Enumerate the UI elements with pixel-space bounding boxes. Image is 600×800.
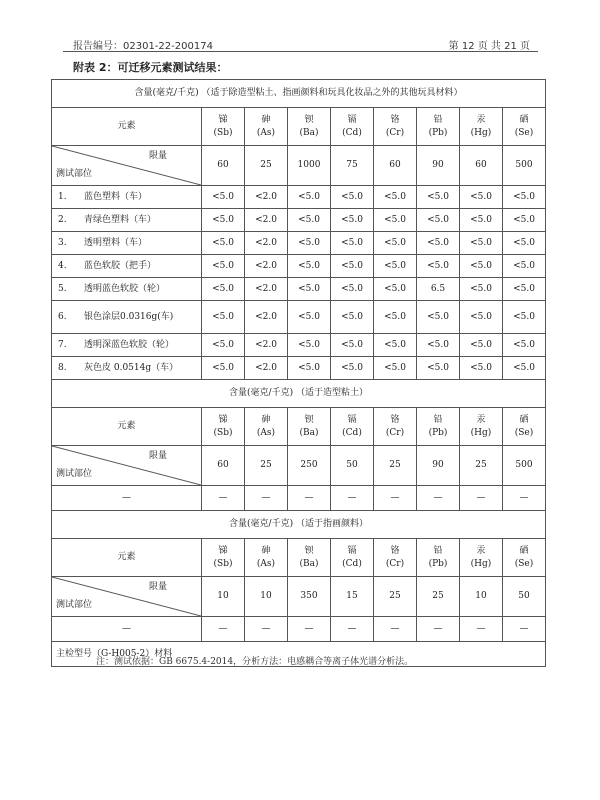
test-note: 注：测试依据：GB 6675.4-2014，分析方法：电感耦合等离子体光谱分析法。 xyxy=(96,657,414,667)
test-part-name: — xyxy=(122,492,131,503)
element-name: 硒 xyxy=(519,114,529,125)
element-name: 锑 xyxy=(218,114,228,125)
result-value: <5.0 xyxy=(288,255,331,278)
element-cell xyxy=(417,539,460,577)
element-name: 汞 xyxy=(476,545,486,556)
element-name: 铬 xyxy=(390,414,400,425)
result-value: <5.0 xyxy=(503,278,546,301)
result-value: <5.0 xyxy=(417,232,460,255)
result-value: <5.0 xyxy=(374,232,417,255)
element-name: 铅 xyxy=(433,545,443,556)
result-value: <2.0 xyxy=(245,334,288,357)
element-name: 铬 xyxy=(390,545,400,556)
result-value: <5.0 xyxy=(202,255,245,278)
element-cell xyxy=(417,408,460,446)
result-value: <5.0 xyxy=(374,357,417,380)
test-part-cell xyxy=(52,255,202,278)
result-value: <5.0 xyxy=(503,334,546,357)
result-value: — xyxy=(288,617,331,642)
result-value: <5.0 xyxy=(288,301,331,334)
element-name: 铅 xyxy=(433,114,443,125)
element-name: 钡 xyxy=(304,545,314,556)
element-cell xyxy=(374,108,417,146)
result-value: <5.0 xyxy=(331,357,374,380)
element-cell xyxy=(460,539,503,577)
result-value: <5.0 xyxy=(417,357,460,380)
result-value: <5.0 xyxy=(331,301,374,334)
section-heading: 含量(毫克/千克) （适于除造型粘土、指画颜料和玩具化妆品之外的其他玩具材料） xyxy=(52,80,546,108)
section-heading: 含量(毫克/千克) （适于指画颜料） xyxy=(52,511,546,539)
element-symbol: (As) xyxy=(256,427,276,438)
result-value: — xyxy=(331,617,374,642)
element-cell xyxy=(417,108,460,146)
result-value: <5.0 xyxy=(460,357,503,380)
element-name: 汞 xyxy=(476,414,486,425)
element-cell xyxy=(503,108,546,146)
result-value: <5.0 xyxy=(460,301,503,334)
test-part-name: 蓝色软胶（把手） xyxy=(84,260,157,271)
element-cell xyxy=(374,539,417,577)
element-label: 元素 xyxy=(52,539,202,577)
test-part-name: — xyxy=(122,623,131,634)
limit-value: 60 xyxy=(202,446,245,486)
element-symbol: (Cr) xyxy=(385,427,405,438)
result-value: <5.0 xyxy=(503,357,546,380)
result-value: <5.0 xyxy=(460,255,503,278)
element-name: 锑 xyxy=(218,414,228,425)
element-symbol: (Cd) xyxy=(342,558,362,569)
table-title: 附表 2：可迁移元素测试结果： xyxy=(73,61,228,74)
limit-value: 1000 xyxy=(288,146,331,186)
element-symbol: (Cr) xyxy=(385,127,405,138)
element-cell xyxy=(245,108,288,146)
result-value: — xyxy=(503,486,546,511)
result-value: <5.0 xyxy=(503,186,546,209)
test-part-label: 测试部位 xyxy=(56,469,93,479)
test-part-cell xyxy=(52,278,202,301)
element-symbol: (Ba) xyxy=(299,127,319,138)
element-name: 镉 xyxy=(347,414,357,425)
element-name: 砷 xyxy=(261,545,271,556)
result-value: <5.0 xyxy=(331,186,374,209)
element-name: 硒 xyxy=(519,414,529,425)
limit-value: 60 xyxy=(460,146,503,186)
test-part-name: 透明塑料（车） xyxy=(84,237,148,248)
element-symbol: (Se) xyxy=(514,427,534,438)
result-row xyxy=(52,334,546,357)
result-value: <5.0 xyxy=(288,278,331,301)
section-heading-row xyxy=(52,380,546,408)
test-part-name: 灰色皮 0.0514g（车） xyxy=(84,362,179,373)
limit-row xyxy=(52,577,546,617)
result-value: <5.0 xyxy=(503,232,546,255)
element-label: 元素 xyxy=(52,408,202,446)
element-symbol: (Cr) xyxy=(385,558,405,569)
model-label: 主检型号（G-H005-2）材料 xyxy=(52,642,546,667)
limit-row xyxy=(52,446,546,486)
test-part-cell xyxy=(52,334,202,357)
test-part-name: 透明深蓝色软胶（轮） xyxy=(84,339,175,350)
element-cell xyxy=(331,539,374,577)
section-heading-row xyxy=(52,80,546,108)
result-row xyxy=(52,301,546,334)
limit-part-header xyxy=(52,577,202,617)
test-part-cell xyxy=(52,232,202,255)
element-name: 镉 xyxy=(347,114,357,125)
result-value: <5.0 xyxy=(331,232,374,255)
test-part-name: 蓝色塑料（车） xyxy=(84,191,148,202)
result-value: <5.0 xyxy=(202,334,245,357)
element-symbol: (Se) xyxy=(514,127,534,138)
limit-value: 10 xyxy=(202,577,245,617)
test-part-cell xyxy=(52,486,202,511)
limit-value: 75 xyxy=(331,146,374,186)
element-symbol: (Ba) xyxy=(299,427,319,438)
result-value: — xyxy=(202,617,245,642)
result-value: <5.0 xyxy=(331,334,374,357)
result-row xyxy=(52,186,546,209)
test-part-label: 测试部位 xyxy=(56,169,93,179)
result-value: <5.0 xyxy=(202,209,245,232)
result-value: — xyxy=(245,617,288,642)
test-part-cell xyxy=(52,209,202,232)
result-value: <5.0 xyxy=(503,209,546,232)
result-value: <5.0 xyxy=(460,334,503,357)
test-part-cell xyxy=(52,617,202,642)
limit-label: 限量 xyxy=(148,151,167,161)
section-heading: 含量(毫克/千克) （适于造型粘土） xyxy=(52,380,546,408)
result-value: <5.0 xyxy=(331,255,374,278)
row-number: 8. xyxy=(58,362,67,373)
row-number: 7. xyxy=(58,339,67,350)
element-symbol: (Pb) xyxy=(428,427,448,438)
test-part-cell xyxy=(52,357,202,380)
row-number: 1. xyxy=(58,191,67,202)
limit-value: 50 xyxy=(503,577,546,617)
element-name: 钡 xyxy=(304,414,314,425)
result-value: <5.0 xyxy=(417,186,460,209)
element-symbol: (As) xyxy=(256,558,276,569)
element-name: 汞 xyxy=(476,114,486,125)
limit-value: 250 xyxy=(288,446,331,486)
result-value: — xyxy=(460,617,503,642)
result-row xyxy=(52,357,546,380)
element-cell xyxy=(202,108,245,146)
element-cell xyxy=(245,408,288,446)
result-value: <5.0 xyxy=(460,278,503,301)
element-name: 锑 xyxy=(218,545,228,556)
element-symbol: (Cd) xyxy=(342,427,362,438)
result-value: <5.0 xyxy=(288,186,331,209)
result-value: <2.0 xyxy=(245,186,288,209)
result-value: <5.0 xyxy=(331,278,374,301)
report-number: 报告编号：02301-22-200174 xyxy=(73,41,213,52)
result-value: <5.0 xyxy=(288,209,331,232)
result-value: <2.0 xyxy=(245,209,288,232)
element-name: 砷 xyxy=(261,414,271,425)
limit-value: 25 xyxy=(374,577,417,617)
result-row xyxy=(52,232,546,255)
limit-row xyxy=(52,146,546,186)
element-name: 硒 xyxy=(519,545,529,556)
limit-value: 60 xyxy=(202,146,245,186)
result-value: — xyxy=(331,486,374,511)
migratable-elements-table xyxy=(51,79,546,667)
result-value: <2.0 xyxy=(245,278,288,301)
result-value: <5.0 xyxy=(374,186,417,209)
result-value: <2.0 xyxy=(245,301,288,334)
element-symbol: (Hg) xyxy=(470,558,492,569)
element-header-row xyxy=(52,408,546,446)
result-row xyxy=(52,617,546,642)
result-value: <5.0 xyxy=(460,209,503,232)
result-value: <5.0 xyxy=(460,232,503,255)
page-number: 第 12 页 共 21 页 xyxy=(448,41,530,52)
result-value: — xyxy=(417,486,460,511)
limit-part-header xyxy=(52,446,202,486)
limit-value: 90 xyxy=(417,146,460,186)
result-value: <5.0 xyxy=(417,301,460,334)
element-name: 铬 xyxy=(390,114,400,125)
result-row xyxy=(52,486,546,511)
result-value: <5.0 xyxy=(460,186,503,209)
element-cell xyxy=(288,108,331,146)
limit-value: 500 xyxy=(503,146,546,186)
result-value: <5.0 xyxy=(417,209,460,232)
test-part-name: 青绿色塑料（车） xyxy=(84,214,157,225)
result-value: <5.0 xyxy=(202,301,245,334)
result-value: — xyxy=(374,486,417,511)
result-value: — xyxy=(245,486,288,511)
result-value: <2.0 xyxy=(245,255,288,278)
result-row xyxy=(52,278,546,301)
element-symbol: (Sb) xyxy=(213,127,233,138)
result-value: — xyxy=(374,617,417,642)
element-symbol: (Pb) xyxy=(428,558,448,569)
result-value: — xyxy=(460,486,503,511)
element-cell xyxy=(331,108,374,146)
result-value: <5.0 xyxy=(331,209,374,232)
result-value: <5.0 xyxy=(202,232,245,255)
element-label: 元素 xyxy=(52,108,202,146)
test-part-cell xyxy=(52,301,202,334)
limit-value: 10 xyxy=(460,577,503,617)
result-value: — xyxy=(503,617,546,642)
limit-value: 60 xyxy=(374,146,417,186)
limit-label: 限量 xyxy=(148,451,167,461)
element-symbol: (Sb) xyxy=(213,558,233,569)
test-part-name: 透明蓝色软胶（轮） xyxy=(84,283,166,294)
limit-value: 25 xyxy=(460,446,503,486)
limit-value: 25 xyxy=(245,146,288,186)
test-part-name: 银色涂层0.0316g(车) xyxy=(84,311,174,322)
result-value: <5.0 xyxy=(503,255,546,278)
element-symbol: (As) xyxy=(256,127,276,138)
result-value: <5.0 xyxy=(503,301,546,334)
result-value: <5.0 xyxy=(288,357,331,380)
limit-value: 25 xyxy=(374,446,417,486)
element-cell xyxy=(288,539,331,577)
result-value: <2.0 xyxy=(245,232,288,255)
test-part-cell xyxy=(52,186,202,209)
limit-value: 10 xyxy=(245,577,288,617)
test-part-label: 测试部位 xyxy=(56,600,93,610)
element-cell xyxy=(202,539,245,577)
element-name: 铅 xyxy=(433,414,443,425)
element-name: 砷 xyxy=(261,114,271,125)
element-cell xyxy=(460,108,503,146)
result-value: — xyxy=(288,486,331,511)
limit-part-header xyxy=(52,146,202,186)
result-value: — xyxy=(202,486,245,511)
limit-value: 25 xyxy=(417,577,460,617)
element-symbol: (Se) xyxy=(514,558,534,569)
row-number: 5. xyxy=(58,283,67,294)
result-value: <5.0 xyxy=(417,334,460,357)
row-number: 3. xyxy=(58,237,67,248)
element-cell xyxy=(460,408,503,446)
element-cell xyxy=(374,408,417,446)
row-number: 2. xyxy=(58,214,67,225)
element-symbol: (Hg) xyxy=(470,427,492,438)
row-number: 6. xyxy=(58,311,67,322)
result-value: — xyxy=(417,617,460,642)
element-symbol: (Cd) xyxy=(342,127,362,138)
section-heading-row xyxy=(52,511,546,539)
limit-value: 350 xyxy=(288,577,331,617)
result-value: <5.0 xyxy=(374,209,417,232)
result-value: <5.0 xyxy=(202,186,245,209)
result-value: <5.0 xyxy=(288,232,331,255)
result-value: <5.0 xyxy=(288,334,331,357)
element-name: 钡 xyxy=(304,114,314,125)
row-number: 4. xyxy=(58,260,67,271)
result-value: <5.0 xyxy=(374,334,417,357)
element-cell xyxy=(288,408,331,446)
element-header-row xyxy=(52,108,546,146)
limit-value: 50 xyxy=(331,446,374,486)
element-symbol: (Hg) xyxy=(470,127,492,138)
limit-value: 15 xyxy=(331,577,374,617)
result-value: <2.0 xyxy=(245,357,288,380)
element-cell xyxy=(245,539,288,577)
result-value: <5.0 xyxy=(374,255,417,278)
result-value: <5.0 xyxy=(202,278,245,301)
element-cell xyxy=(503,539,546,577)
element-name: 镉 xyxy=(347,545,357,556)
element-header-row xyxy=(52,539,546,577)
limit-value: 500 xyxy=(503,446,546,486)
result-value: <5.0 xyxy=(417,255,460,278)
element-cell xyxy=(202,408,245,446)
element-cell xyxy=(331,408,374,446)
element-cell xyxy=(503,408,546,446)
result-row xyxy=(52,209,546,232)
result-value: <5.0 xyxy=(374,278,417,301)
element-symbol: (Sb) xyxy=(213,427,233,438)
result-value: 6.5 xyxy=(417,278,460,301)
header-divider xyxy=(63,51,538,52)
limit-label: 限量 xyxy=(148,582,167,592)
element-symbol: (Pb) xyxy=(428,127,448,138)
result-value: <5.0 xyxy=(202,357,245,380)
limit-value: 25 xyxy=(245,446,288,486)
element-symbol: (Ba) xyxy=(299,558,319,569)
result-value: <5.0 xyxy=(374,301,417,334)
limit-value: 90 xyxy=(417,446,460,486)
result-row xyxy=(52,255,546,278)
